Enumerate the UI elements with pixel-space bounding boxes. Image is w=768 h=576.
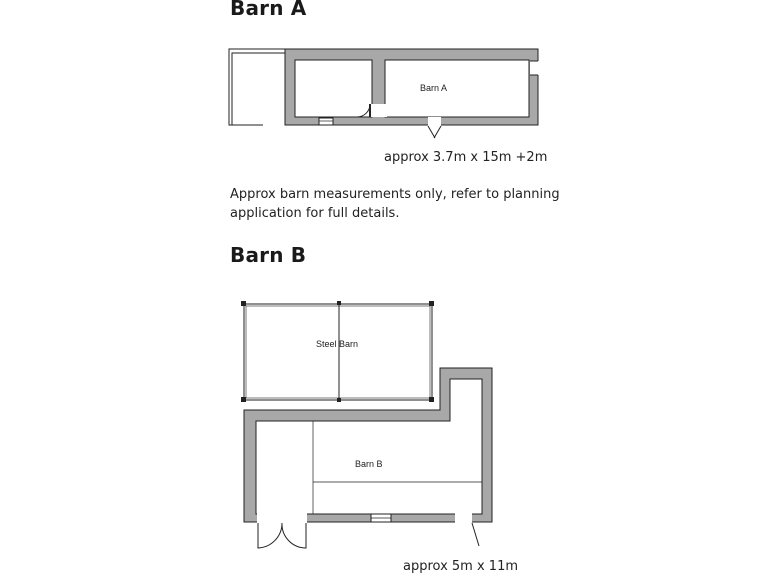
barn-b-floor-plan bbox=[230, 290, 510, 552]
barn-a-room-label: Barn A bbox=[420, 83, 448, 93]
barn-b-side-door-opening bbox=[455, 513, 472, 523]
barn-a-walls bbox=[285, 49, 538, 125]
barn-b-side-door-swing bbox=[472, 523, 479, 546]
barn-b-heading: Barn B bbox=[230, 243, 307, 267]
measurement-note: Approx barn measurements only, refer to planning application for full details. bbox=[230, 187, 560, 221]
barn-b-measurement: approx 5m x 11m bbox=[403, 559, 519, 574]
barn-b-room-label: Barn B bbox=[355, 459, 383, 469]
barn-b-double-door-swing bbox=[258, 523, 306, 548]
barn-a-measurement: approx 3.7m x 15m +2m bbox=[384, 150, 548, 165]
barn-a-internal-door-opening bbox=[370, 104, 387, 117]
barn-b-double-door-opening bbox=[257, 513, 307, 523]
barn-a-shelter-outline bbox=[229, 49, 285, 125]
barn-a-end-opening bbox=[530, 61, 539, 75]
steel-barn-label: Steel Barn bbox=[316, 339, 359, 349]
barn-a-heading: Barn A bbox=[230, 0, 307, 20]
barn-a-entrance-opening bbox=[428, 117, 441, 126]
barn-b-walls bbox=[244, 368, 492, 522]
barn-a-floor-plan bbox=[220, 40, 550, 145]
barn-a-internal-door-swing bbox=[357, 104, 370, 117]
barn-a-entrance-door-swing bbox=[428, 126, 441, 138]
barn-a-window bbox=[319, 118, 333, 125]
steel-barn bbox=[241, 301, 434, 402]
